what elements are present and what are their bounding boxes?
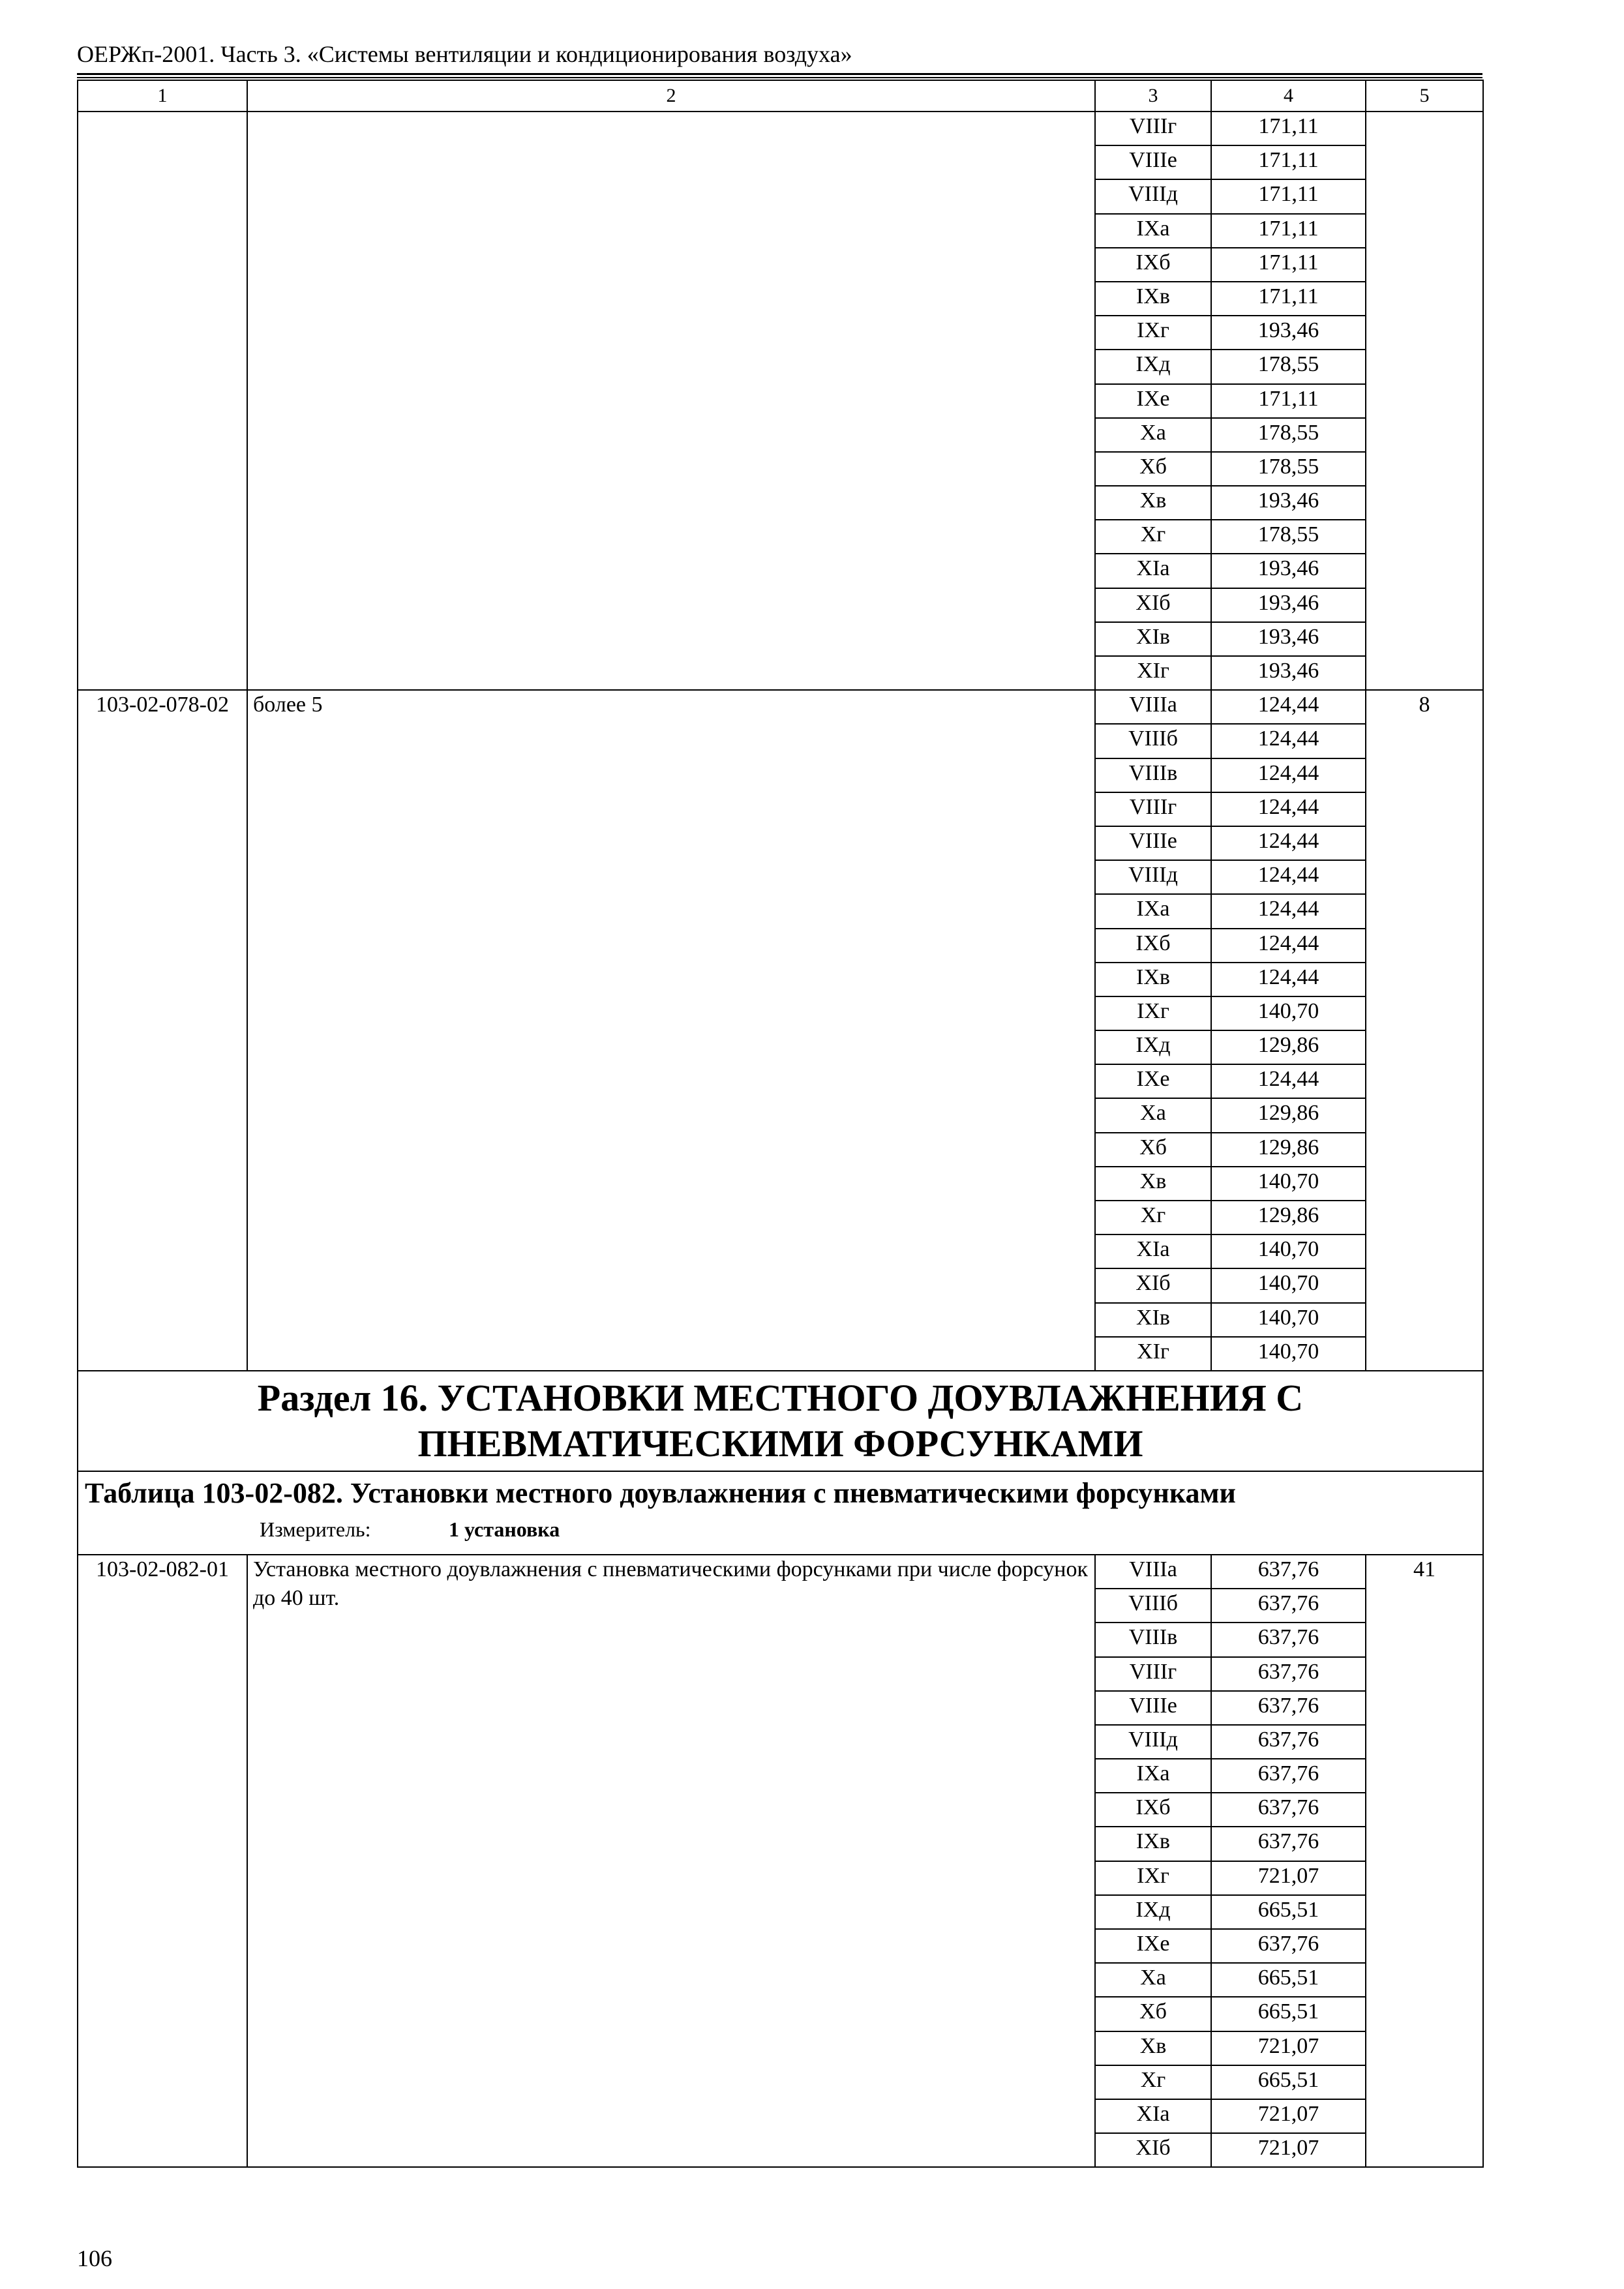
price-cell: 140,70 (1211, 996, 1366, 1030)
zone-cell: VIIIд (1095, 860, 1211, 894)
price-cell: 193,46 (1211, 554, 1366, 588)
labor-cell: 8 (1366, 690, 1483, 1371)
price-cell: 124,44 (1211, 963, 1366, 996)
price-cell: 124,44 (1211, 724, 1366, 758)
column-number: 1 (78, 80, 247, 112)
section-heading (78, 1371, 1483, 1471)
column-number: 5 (1366, 80, 1483, 112)
zone-cell: IXб (1095, 1793, 1211, 1827)
price-cell: 665,51 (1211, 2065, 1366, 2099)
price-cell: 171,11 (1211, 282, 1366, 316)
item-code (78, 112, 247, 690)
price-cell: 171,11 (1211, 214, 1366, 248)
zone-cell: Xг (1095, 520, 1211, 554)
zone-cell: IXд (1095, 1030, 1211, 1064)
table-row (78, 1555, 1483, 1589)
price-cell: 140,70 (1211, 1303, 1366, 1337)
zone-cell: Xг (1095, 2065, 1211, 2099)
section-heading-line: Раздел 16. УСТАНОВКИ МЕСТНОГО ДОУВЛАЖНЕНИЯ С (257, 1376, 1304, 1419)
zone-cell: XIг (1095, 1337, 1211, 1371)
zone-cell: IXе (1095, 384, 1211, 418)
price-cell: 721,07 (1211, 1861, 1366, 1895)
column-number: 2 (247, 80, 1095, 112)
running-header: ОЕРЖп-2001. Часть 3. «Системы вентиляции и кондиционирования воздуха» (77, 41, 852, 67)
zone-cell: VIIIа (1095, 1555, 1211, 1589)
zone-cell: XIа (1095, 2099, 1211, 2133)
price-cell: 129,86 (1211, 1030, 1366, 1064)
table-row (78, 690, 1483, 724)
price-cell: 637,76 (1211, 1623, 1366, 1656)
price-cell: 193,46 (1211, 316, 1366, 350)
column-number-row (78, 80, 1483, 112)
zone-cell: Xа (1095, 1098, 1211, 1132)
zone-cell: VIIIд (1095, 179, 1211, 213)
price-cell: 637,76 (1211, 1929, 1366, 1963)
table-caption (78, 1471, 1483, 1555)
item-description: Установка местного доувлажнения с пневматическими форсунками при числе форсунок до 40 шт. (247, 1555, 1095, 2167)
zone-cell: XIв (1095, 1303, 1211, 1337)
zone-cell: XIа (1095, 554, 1211, 588)
zone-cell: IXе (1095, 1064, 1211, 1098)
unit-label: Измеритель: (260, 1517, 371, 1541)
labor-cell (1366, 112, 1483, 690)
zone-cell: IXб (1095, 248, 1211, 282)
price-cell: 665,51 (1211, 1895, 1366, 1929)
zone-cell: VIIIд (1095, 1725, 1211, 1759)
table-row (78, 112, 1483, 145)
zone-cell: XIг (1095, 656, 1211, 690)
price-cell: 124,44 (1211, 826, 1366, 860)
price-cell: 637,76 (1211, 1827, 1366, 1861)
zone-cell: IXа (1095, 214, 1211, 248)
price-cell: 637,76 (1211, 1657, 1366, 1691)
price-cell: 193,46 (1211, 622, 1366, 656)
price-cell: 124,44 (1211, 792, 1366, 826)
zone-cell: Xг (1095, 1201, 1211, 1234)
price-cell: 140,70 (1211, 1234, 1366, 1268)
zone-cell: Xа (1095, 1963, 1211, 1997)
zone-cell: VIIIг (1095, 112, 1211, 145)
zone-cell: Xв (1095, 2031, 1211, 2065)
price-cell: 178,55 (1211, 452, 1366, 486)
zone-cell: VIIIе (1095, 826, 1211, 860)
zone-cell: IXд (1095, 1895, 1211, 1929)
price-cell: 129,86 (1211, 1133, 1366, 1167)
section-heading-line: ПНЕВМАТИЧЕСКИМИ ФОРСУНКАМИ (417, 1422, 1143, 1465)
zone-cell: Xв (1095, 486, 1211, 520)
price-cell: 124,44 (1211, 929, 1366, 963)
price-cell: 637,76 (1211, 1555, 1366, 1589)
price-cell: 171,11 (1211, 248, 1366, 282)
zone-cell: VIIIг (1095, 1657, 1211, 1691)
price-cell: 171,11 (1211, 112, 1366, 145)
price-cell: 178,55 (1211, 350, 1366, 383)
price-cell: 171,11 (1211, 145, 1366, 179)
zone-cell: XIб (1095, 2133, 1211, 2167)
zone-cell: VIIIв (1095, 758, 1211, 792)
price-cell: 193,46 (1211, 486, 1366, 520)
zone-cell: VIIIе (1095, 1691, 1211, 1725)
table-caption-row (78, 1471, 1483, 1555)
zone-cell: Xб (1095, 452, 1211, 486)
price-cell: 171,11 (1211, 179, 1366, 213)
price-cell: 721,07 (1211, 2133, 1366, 2167)
price-cell: 721,07 (1211, 2031, 1366, 2065)
price-cell: 178,55 (1211, 418, 1366, 452)
price-cell: 637,76 (1211, 1793, 1366, 1827)
price-cell: 193,46 (1211, 656, 1366, 690)
price-cell: 124,44 (1211, 1064, 1366, 1098)
zone-cell: IXг (1095, 996, 1211, 1030)
price-cell: 140,70 (1211, 1337, 1366, 1371)
price-cell: 140,70 (1211, 1268, 1366, 1302)
labor-cell: 41 (1366, 1555, 1483, 2167)
zone-cell: Xб (1095, 1997, 1211, 2031)
column-number: 4 (1211, 80, 1366, 112)
price-cell: 140,70 (1211, 1167, 1366, 1201)
zone-cell: IXв (1095, 1827, 1211, 1861)
item-code: 103-02-082-01 (78, 1555, 247, 2167)
zone-cell: XIб (1095, 1268, 1211, 1302)
zone-cell: IXв (1095, 963, 1211, 996)
zone-cell: VIIIг (1095, 792, 1211, 826)
zone-cell: XIб (1095, 588, 1211, 622)
header-rule-thin (77, 77, 1482, 78)
zone-cell: IXе (1095, 1929, 1211, 1963)
price-cell: 665,51 (1211, 1997, 1366, 2031)
zone-cell: IXд (1095, 350, 1211, 383)
price-cell: 193,46 (1211, 588, 1366, 622)
price-cell: 124,44 (1211, 690, 1366, 724)
price-cell: 124,44 (1211, 860, 1366, 894)
price-table (77, 80, 1484, 2168)
price-cell: 124,44 (1211, 758, 1366, 792)
zone-cell: Xв (1095, 1167, 1211, 1201)
zone-cell: VIIIб (1095, 1589, 1211, 1623)
zone-cell: VIIIб (1095, 724, 1211, 758)
zone-cell: IXа (1095, 1759, 1211, 1793)
price-cell: 637,76 (1211, 1725, 1366, 1759)
price-cell: 721,07 (1211, 2099, 1366, 2133)
price-cell: 178,55 (1211, 520, 1366, 554)
zone-cell: VIIIв (1095, 1623, 1211, 1656)
price-cell: 171,11 (1211, 384, 1366, 418)
price-cell: 665,51 (1211, 1963, 1366, 1997)
zone-cell: IXа (1095, 894, 1211, 928)
item-code: 103-02-078-02 (78, 690, 247, 1371)
price-cell: 129,86 (1211, 1098, 1366, 1132)
unit-value: 1 установка (449, 1517, 560, 1541)
price-cell: 637,76 (1211, 1691, 1366, 1725)
zone-cell: Xб (1095, 1133, 1211, 1167)
page-number: 106 (77, 2245, 112, 2271)
zone-cell: VIIIа (1095, 690, 1211, 724)
table-title: Таблица 103-02-082. Установки местного доувлажнения с пневматическими форсунками (85, 1476, 1236, 1509)
zone-cell: IXг (1095, 1861, 1211, 1895)
price-cell: 129,86 (1211, 1201, 1366, 1234)
zone-cell: VIIIе (1095, 145, 1211, 179)
price-cell: 637,76 (1211, 1759, 1366, 1793)
price-cell: 124,44 (1211, 894, 1366, 928)
zone-cell: IXб (1095, 929, 1211, 963)
header-rule (77, 73, 1482, 75)
zone-cell: Xа (1095, 418, 1211, 452)
section-row (78, 1371, 1483, 1471)
item-description (247, 112, 1095, 690)
price-table-body (78, 80, 1483, 2167)
price-cell: 637,76 (1211, 1589, 1366, 1623)
zone-cell: IXг (1095, 316, 1211, 350)
column-number: 3 (1095, 80, 1211, 112)
zone-cell: IXв (1095, 282, 1211, 316)
zone-cell: XIа (1095, 1234, 1211, 1268)
unit-line (85, 1515, 1476, 1544)
item-description: более 5 (247, 690, 1095, 1371)
zone-cell: XIв (1095, 622, 1211, 656)
